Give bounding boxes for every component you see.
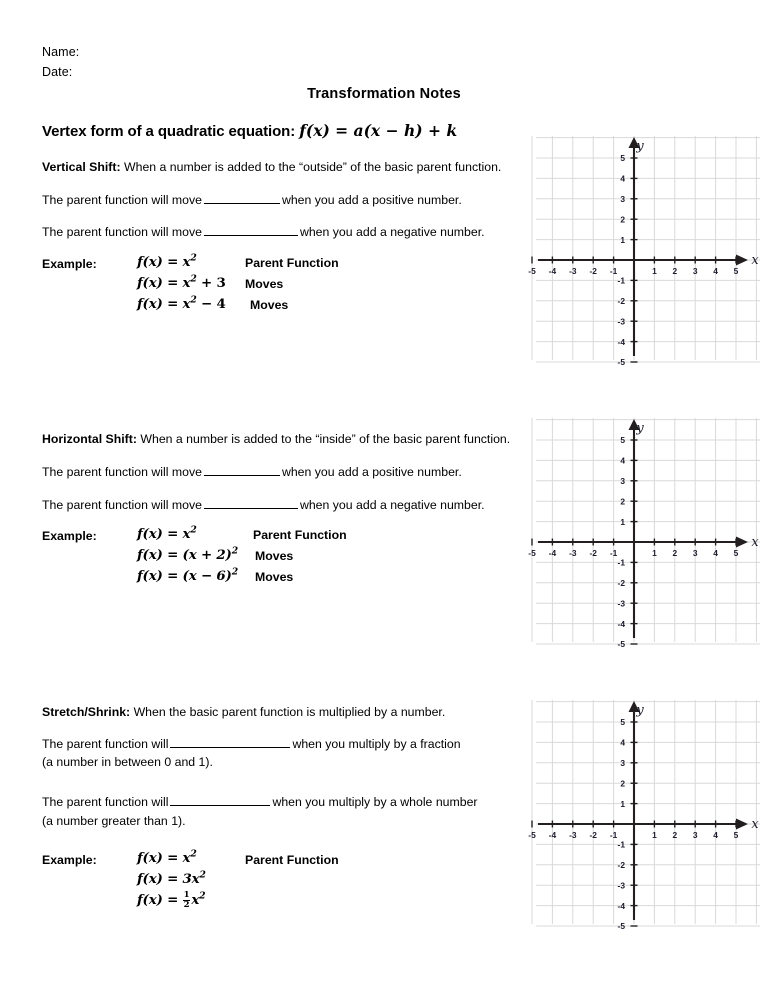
equation-text: f(x) = x [137,526,191,542]
y-tick-label: 1 [620,798,625,809]
coordinate-grid-vertical-shift[interactable] [528,136,760,368]
x-tick-label: -2 [589,548,597,558]
y-tick-label: 5 [620,153,625,164]
equation-stretch [137,871,206,887]
y-tick-label: 3 [620,758,625,768]
y-tick-label: -4 [617,336,625,347]
x-tick-label: -3 [569,266,577,276]
y-tick-label: 4 [620,455,625,466]
example-label-vertical-shift: Example: [42,257,97,271]
y-tick-label: 2 [620,496,625,507]
equation-text: f(x) = 3x [137,871,200,887]
y-tick-label: -2 [617,860,625,870]
y-tick-label: -1 [617,557,625,568]
x-axis-label: x [751,253,759,268]
tick-labels [528,703,759,931]
y-tick-label: 4 [620,737,625,748]
equation-horizontal-left [137,547,238,563]
x-tick-label: 1 [652,548,657,558]
equation-horizontal-right [137,568,238,584]
equation-text: f(x) = x [137,275,191,291]
name-label: Name: [42,45,80,59]
y-tick-label: 2 [620,214,625,225]
fraction-numerator: 1 [183,890,190,900]
y-tick-label: -1 [617,275,625,286]
x-tick-label: 3 [692,266,698,276]
x-tick-label: 3 [692,830,698,840]
equation-exponent: 2 [190,848,197,860]
example-label-stretch-shrink: Example: [42,853,97,867]
x-tick-label: -1 [609,548,618,558]
equation-note: Parent Function [245,853,339,867]
x-axis-label: x [751,817,759,832]
section-desc-horizontal-shift: When a number is added to the “inside” of the basic parent function. [136,432,511,446]
equation-vertical-down [137,296,226,312]
equation-text: f(x) = x [137,254,191,270]
x-tick-label: 1 [652,266,657,276]
fraction-one-half [183,891,191,910]
page-title: Transformation Notes [307,86,461,102]
x-tick-label: -5 [528,548,536,558]
vertex-form-equation: f(x) = a(x − h) + k [299,121,458,140]
x-tick-label: -2 [589,266,597,276]
stretch-shrink-sentence-1 [42,736,461,751]
x-tick-label: 1 [652,830,657,840]
equation-note: Moves [245,277,284,291]
section-term-horizontal-shift: Horizontal Shift: [42,432,137,446]
gridlines [532,418,760,644]
equation-tail: − 4 [196,296,226,312]
equation-note: Moves [255,549,294,563]
fill-in-blank[interactable] [204,497,298,509]
x-tick-label: -4 [548,830,557,840]
x-axis-arrowhead [736,255,748,266]
y-tick-label: 1 [620,234,625,245]
vertical-shift-sentence-2 [42,224,485,239]
equation-note: Moves [255,570,294,584]
equation-exponent: 2 [199,869,206,881]
fraction-denominator: 2 [183,899,190,910]
y-tick-label: -2 [617,578,625,588]
x-tick-label: -1 [609,266,618,276]
x-tick-label: -5 [528,830,536,840]
coordinate-plane [528,136,760,368]
y-axis-label: y [636,421,644,436]
y-tick-label: -3 [617,880,625,891]
horizontal-shift-sentence-2 [42,497,485,512]
y-tick-label: -2 [617,296,625,306]
equation-exponent: 2 [190,273,197,285]
x-axis-arrowhead [736,537,748,548]
x-tick-label: 4 [713,830,718,840]
x-tick-label: 4 [713,548,718,558]
fill-in-blank[interactable] [170,736,290,748]
y-tick-label: -4 [617,900,625,911]
y-tick-label: 3 [620,194,625,204]
equation-exponent: 2 [190,294,197,306]
y-tick-label: -5 [617,357,625,368]
vertex-form-label: Vertex form of a quadratic equation: [42,123,296,140]
coordinate-grid-stretch-shrink[interactable] [528,700,760,932]
equation-text: f(x) = (x − 6) [137,568,232,584]
section-term-stretch-shrink: Stretch/Shrink: [42,705,131,719]
tick-labels [528,421,759,649]
section-heading-horizontal-shift [42,432,510,446]
y-tick-label: -5 [617,639,625,650]
y-tick-label: 1 [620,516,625,527]
equation-parent-function [137,526,197,542]
sentence-suffix: when you add a positive number. [281,465,462,479]
equation-note: Parent Function [245,256,339,270]
equation-exponent: 2 [231,545,238,557]
x-tick-label: 5 [733,830,739,840]
stretch-shrink-sentence-1-line2: (a number in between 0 and 1). [42,755,213,769]
y-tick-label: -4 [617,618,625,629]
y-tick-label: -3 [617,316,625,327]
date-label: Date: [42,65,73,79]
coordinate-grid-horizontal-shift[interactable] [528,418,760,650]
y-axis-label: y [636,139,644,154]
sentence-suffix: when you add a positive number. [281,193,462,207]
equation-text: f(x) = x [137,296,191,312]
sentence-suffix: when you multiply by a whole number [272,795,478,809]
equation-note: Moves [250,298,289,312]
y-tick-label: -5 [617,921,625,932]
x-tick-label: -3 [569,548,577,558]
equation-exponent: 2 [199,890,206,902]
section-term-vertical-shift: Vertical Shift: [42,160,121,174]
sentence-prefix: The parent function will [42,795,169,809]
horizontal-shift-sentence-1 [42,464,462,479]
section-heading-stretch-shrink [42,705,445,719]
y-axis-label: y [636,703,644,718]
equation-exponent: 2 [190,524,197,536]
equation-parent-function [137,254,197,270]
equation-text: f(x) = x [137,850,191,866]
equation-exponent: 2 [231,566,238,578]
example-label-horizontal-shift: Example: [42,529,97,543]
y-tick-label: -3 [617,598,625,609]
gridlines [532,700,760,926]
gridlines [532,136,760,362]
x-tick-label: 2 [672,548,678,558]
section-desc-vertical-shift: When a number is added to the “outside” of the basic parent function. [120,160,502,174]
x-tick-label: -2 [589,830,597,840]
section-desc-stretch-shrink: When the basic parent function is multiplied by a number. [130,705,446,719]
fill-in-blank[interactable] [204,192,280,204]
vertical-shift-sentence-1 [42,192,462,207]
x-tick-label: -4 [548,266,557,276]
x-tick-label: -3 [569,830,577,840]
x-axis-arrowhead [736,819,748,830]
x-tick-label: -5 [528,266,536,276]
y-tick-label: 2 [620,778,625,789]
x-tick-label: -1 [609,830,618,840]
y-tick-label: 5 [620,717,625,728]
y-tick-label: 4 [620,173,625,184]
equation-text: f(x) = [137,892,183,909]
x-tick-label: 4 [713,266,718,276]
x-tick-label: 5 [733,266,739,276]
stretch-shrink-sentence-2-line2: (a number greater than 1). [42,814,186,828]
y-tick-label: 3 [620,476,625,486]
fill-in-blank[interactable] [204,224,298,236]
equation-tail: x [191,892,200,909]
sentence-prefix: The parent function will move [42,193,202,207]
fill-in-blank[interactable] [170,794,270,806]
equation-tail: + 3 [196,275,226,291]
equation-shrink [137,892,205,911]
equation-parent-function [137,850,197,866]
x-axis-label: x [751,535,759,550]
x-tick-label: 2 [672,266,678,276]
y-tick-label: -1 [617,839,625,850]
sentence-prefix: The parent function will move [42,465,202,479]
coordinate-plane [528,418,760,650]
equation-note: Parent Function [253,528,347,542]
equation-vertical-up [137,275,226,291]
equation-exponent: 2 [190,252,197,264]
stretch-shrink-sentence-2 [42,794,478,809]
x-tick-label: 2 [672,830,678,840]
fill-in-blank[interactable] [204,464,280,476]
section-heading-vertical-shift [42,160,501,174]
sentence-suffix: when you multiply by a fraction [292,737,461,751]
coordinate-plane [528,700,760,932]
sentence-prefix: The parent function will move [42,225,202,239]
vertex-form-heading [42,121,457,140]
sentence-suffix: when you add a negative number. [299,498,485,512]
x-tick-label: 3 [692,548,698,558]
sentence-prefix: The parent function will move [42,498,202,512]
tick-labels [528,139,759,367]
sentence-suffix: when you add a negative number. [299,225,485,239]
sentence-prefix: The parent function will [42,737,169,751]
y-tick-label: 5 [620,435,625,446]
equation-text: f(x) = (x + 2) [137,547,232,563]
x-tick-label: -4 [548,548,557,558]
x-tick-label: 5 [733,548,739,558]
